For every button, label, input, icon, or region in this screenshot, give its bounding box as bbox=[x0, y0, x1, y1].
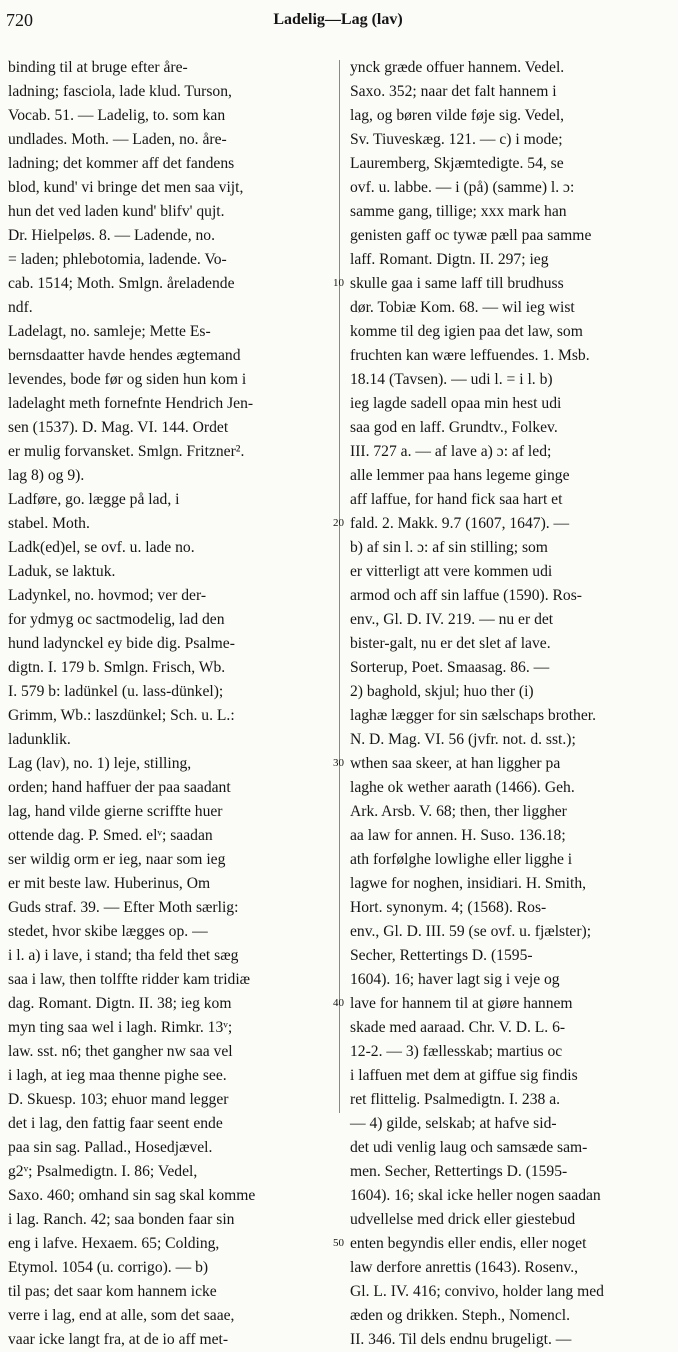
left-column-line: Ladføre, go. lægge på lad, i bbox=[8, 491, 180, 508]
left-column-line: ser wildig orm er ieg, naar som ieg bbox=[8, 851, 226, 868]
right-column-line: i laffuen met dem at giffue sig findis bbox=[350, 1067, 578, 1084]
right-column-line: dør. Tobiæ Kom. 68. — wil ieg wist bbox=[350, 299, 575, 316]
left-column-line: digtn. I. 179 b. Smlgn. Frisch, Wb. bbox=[8, 659, 226, 676]
left-column-line: blod, kund' vi bringe det men saa vijt, bbox=[8, 179, 244, 196]
right-column-line: det udi venlig laug och samsæde sam- bbox=[350, 1139, 588, 1156]
left-column-line: stedet, hvor skibe lægges op. — bbox=[8, 923, 208, 940]
left-column-line: ladning; fasciola, lade klud. Turson, bbox=[8, 83, 232, 100]
right-column-line: Sv. Tiuveskæg. 121. — c) i mode; bbox=[350, 131, 563, 148]
left-column-line: Grimm, Wb.: laszdünkel; Sch. u. L.: bbox=[8, 707, 235, 724]
right-column-line: Saxo. 352; naar det falt hannem i bbox=[350, 83, 557, 100]
left-column-line: i lag. Ranch. 42; saa bonden faar sin bbox=[8, 1211, 235, 1228]
right-column-line: æden og drikken. Steph., Nomencl. bbox=[350, 1307, 571, 1324]
right-column-line: lagwe for noghen, insidiari. H. Smith, bbox=[350, 875, 587, 892]
left-column-line: saa i law, then tolffte ridder kam tridiæ bbox=[8, 971, 251, 988]
left-column-line: stabel. Moth. bbox=[8, 515, 90, 532]
right-column-line: alle lemmer paa hans legeme ginge bbox=[350, 467, 570, 484]
left-column-line: levendes, bode før og siden hun kom i bbox=[8, 371, 247, 388]
left-column-line: paa sin sag. Pallad., Hosedjævel. bbox=[8, 1139, 213, 1156]
line-number: 50 bbox=[333, 1237, 344, 1249]
right-column-line: fald. 2. Makk. 9.7 (1607, 1647). — bbox=[350, 515, 570, 532]
right-column-line: ieg lagde sadell opaa min hest udi bbox=[350, 395, 562, 412]
left-column-line: law. sst. n6; thet gangher nw saa vel bbox=[8, 1043, 233, 1060]
left-column-line: dag. Romant. Digtn. II. 38; ieg kom bbox=[8, 995, 232, 1012]
right-column bbox=[350, 56, 666, 1352]
running-head: Ladelig—Lag (lav) bbox=[273, 11, 403, 28]
line-number: 20 bbox=[333, 517, 344, 529]
left-column-line: Dr. Hielpeløs. 8. — Ladende, no. bbox=[8, 227, 216, 244]
right-column-line: ath forfølghe lowlighe eller ligghe i bbox=[350, 851, 573, 868]
right-column-line: udvellelse med drick eller giestebud bbox=[350, 1211, 576, 1228]
left-column-line: Saxo. 460; omhand sin sag skal komme bbox=[8, 1187, 256, 1204]
right-column-line: armod och aff sin laffue (1590). Ros- bbox=[350, 587, 582, 604]
right-column-line: bister-galt, nu er det slet af lave. bbox=[350, 635, 551, 652]
left-column-line: ladelaght meth fornefnte Hendrich Jen- bbox=[8, 395, 254, 412]
right-column-line: genisten gaff oc tywæ pæll paa samme bbox=[350, 227, 592, 244]
left-column-line: I. 579 b: ladünkel (u. lass-dünkel); bbox=[8, 683, 224, 700]
left-column-line: binding til at bruge efter åre- bbox=[8, 59, 188, 76]
left-column-line: Ladynkel, no. hovmod; ver der- bbox=[8, 587, 207, 604]
right-column-line: lave for hannem til at giøre hannem bbox=[350, 995, 573, 1012]
right-column-line: b) af sin l. ɔ: af sin stilling; som bbox=[350, 539, 548, 556]
right-column-line: 18.14 (Tavsen). — udi l. = i l. b) bbox=[350, 371, 553, 388]
right-column-line: men. Secher, Rettertings D. (1595- bbox=[350, 1163, 568, 1180]
left-column-line: er mulig forvansket. Smlgn. Fritzner². bbox=[8, 443, 245, 460]
left-column-line: er mit beste law. Huberinus, Om bbox=[8, 875, 211, 892]
line-number: 10 bbox=[333, 277, 344, 289]
right-column-line: wthen saa skeer, at han liggher pa bbox=[350, 755, 561, 772]
left-column-line: det i lag, den fattig faar seent ende bbox=[8, 1115, 223, 1132]
right-column-line: saa god en laff. Grundtv., Folkev. bbox=[350, 419, 558, 436]
right-column-line: env., Gl. D. III. 59 (se ovf. u. fjælster); bbox=[350, 923, 592, 940]
left-column-line: Etymol. 1054 (u. corrigo). — b) bbox=[8, 1259, 209, 1276]
right-column-line: laff. Romant. Digtn. II. 297; ieg bbox=[350, 251, 549, 268]
right-column-line: 1604). 16; skal icke heller nogen saadan bbox=[350, 1187, 601, 1204]
left-column-line: = laden; phlebotomia, ladende. Vo- bbox=[8, 251, 227, 268]
right-column-line: II. 346. Til dels endnu brugeligt. — bbox=[350, 1331, 572, 1348]
right-column-line: aa law for annen. H. Suso. 136.18; bbox=[350, 827, 566, 844]
column-divider bbox=[339, 60, 340, 1113]
left-column-line: ottende dag. P. Smed. elᵛ; saadan bbox=[8, 827, 213, 844]
left-column-line: orden; hand haffuer der paa saadant bbox=[8, 779, 231, 796]
left-column-line: lag 8) og 9). bbox=[8, 467, 85, 484]
right-column-line: 2) baghold, skjul; huo ther (i) bbox=[350, 683, 534, 700]
left-column-line: D. Skuesp. 103; ehuor mand legger bbox=[8, 1091, 229, 1108]
right-column-line: 1604). 16; haver lagt sig i veje og bbox=[350, 971, 560, 988]
right-column-line: skulle gaa i same laff till brudhuss bbox=[350, 275, 564, 292]
right-column-line: — 4) gilde, selskab; at hafve sid- bbox=[350, 1115, 557, 1132]
right-column-line: Gl. L. IV. 416; convivo, holder lang med bbox=[350, 1283, 604, 1300]
left-column-line: i lagh, at ieg maa thenne pighe see. bbox=[8, 1067, 227, 1084]
left-column-line: ladunklik. bbox=[8, 731, 71, 748]
line-number: 30 bbox=[333, 757, 344, 769]
left-column-line: Guds straf. 39. — Efter Moth særlig: bbox=[8, 899, 239, 916]
right-column-line: er vitterligt att vere kommen udi bbox=[350, 563, 553, 580]
left-column bbox=[8, 56, 328, 1352]
right-column-line: N. D. Mag. VI. 56 (jvfr. not. d. sst.); bbox=[350, 731, 576, 748]
left-column-line: Vocab. 51. — Ladelig, to. som kan bbox=[8, 107, 226, 124]
left-column-line: eng i lafve. Hexaem. 65; Colding, bbox=[8, 1235, 220, 1252]
right-column-line: Secher, Rettertings D. (1595- bbox=[350, 947, 533, 964]
right-column-line: laghe ok wether aarath (1466). Geh. bbox=[350, 779, 575, 796]
right-column-line: lag, og børen vilde føje sig. Vedel, bbox=[350, 107, 565, 124]
right-column-line: Sorterup, Poet. Smaasag. 86. — bbox=[350, 659, 550, 676]
left-column-line: undlades. Moth. — Laden, no. åre- bbox=[8, 131, 227, 148]
page-header bbox=[6, 10, 670, 34]
left-column-line: bernsdaatter havde hendes ægtemand bbox=[8, 347, 241, 364]
right-column-line: Lauremberg, Skjæmtedigte. 54, se bbox=[350, 155, 564, 172]
left-column-line: ladning; det kommer aff det fandens bbox=[8, 155, 235, 172]
right-column-line: laghæ lægger for sin sælschaps brother. bbox=[350, 707, 597, 724]
left-column-line: Lag (lav), no. 1) leje, stilling, bbox=[8, 755, 192, 772]
left-column-line: myn ting saa wel i lagh. Rimkr. 13ᵛ; bbox=[8, 1019, 233, 1036]
right-column-line: 12-2. — 3) fællesskab; martius oc bbox=[350, 1043, 563, 1060]
right-column-line: law derfore anrettis (1643). Rosenv., bbox=[350, 1259, 579, 1276]
right-column-line: samme gang, tillige; xxx mark han bbox=[350, 203, 567, 220]
left-column-line: verre i lag, end at alle, som det saae, bbox=[8, 1307, 235, 1324]
left-column-line: Ladk(ed)el, se ovf. u. lade no. bbox=[8, 539, 195, 556]
right-column-line: env., Gl. D. IV. 219. — nu er det bbox=[350, 611, 554, 628]
right-column-line: ynck græde offuer hannem. Vedel. bbox=[350, 59, 565, 76]
left-column-line: vaar icke langt fra, at de io aff met- bbox=[8, 1331, 229, 1348]
left-column-line: i l. a) i lave, i stand; tha feld thet sæg bbox=[8, 947, 239, 964]
left-column-line: Ladelagt, no. samleje; Mette Es- bbox=[8, 323, 211, 340]
line-number: 40 bbox=[333, 997, 344, 1009]
left-column-line: til pas; det saar kom hannem icke bbox=[8, 1283, 217, 1300]
right-column-line: skade med aaraad. Chr. V. D. L. 6- bbox=[350, 1019, 566, 1036]
left-column-line: for ydmyg oc sactmodelig, lad den bbox=[8, 611, 225, 628]
left-column-line: hun det ved laden kund' blifv' qujt. bbox=[8, 203, 225, 220]
right-column-line: III. 727 a. — af lave a) ɔ: af led; bbox=[350, 443, 552, 460]
right-column-line: Ark. Arsb. V. 68; then, ther liggher bbox=[350, 803, 567, 820]
right-column-line: Hort. synonym. 4; (1568). Ros- bbox=[350, 899, 547, 916]
right-column-line: enten begyndis eller endis, eller noget bbox=[350, 1235, 587, 1252]
left-column-line: g2ᵛ; Psalmedigtn. I. 86; Vedel, bbox=[8, 1163, 198, 1180]
left-column-line: sen (1537). D. Mag. VI. 144. Ordet bbox=[8, 419, 229, 436]
right-column-line: ret flittelig. Psalmedigtn. I. 238 a. bbox=[350, 1091, 561, 1108]
left-column-line: cab. 1514; Moth. Smlgn. åreladende bbox=[8, 275, 235, 292]
right-column-line: aff laffue, for hand fick saa hart et bbox=[350, 491, 563, 508]
right-column-line: komme til deg igien paa det law, som bbox=[350, 323, 583, 340]
left-column-line: hund ladynckel ey bide dig. Psalme- bbox=[8, 635, 235, 652]
page-number: 720 bbox=[6, 10, 33, 30]
left-column-line: lag, hand vilde gierne scriffte huer bbox=[8, 803, 223, 820]
right-column-line: ovf. u. labbe. — i (på) (samme) l. ɔ: bbox=[350, 179, 575, 196]
left-column-line: ndf. bbox=[8, 299, 33, 316]
left-column-line: Laduk, se laktuk. bbox=[8, 563, 116, 580]
right-column-line: fruchten kan wære leffuendes. 1. Msb. bbox=[350, 347, 590, 364]
